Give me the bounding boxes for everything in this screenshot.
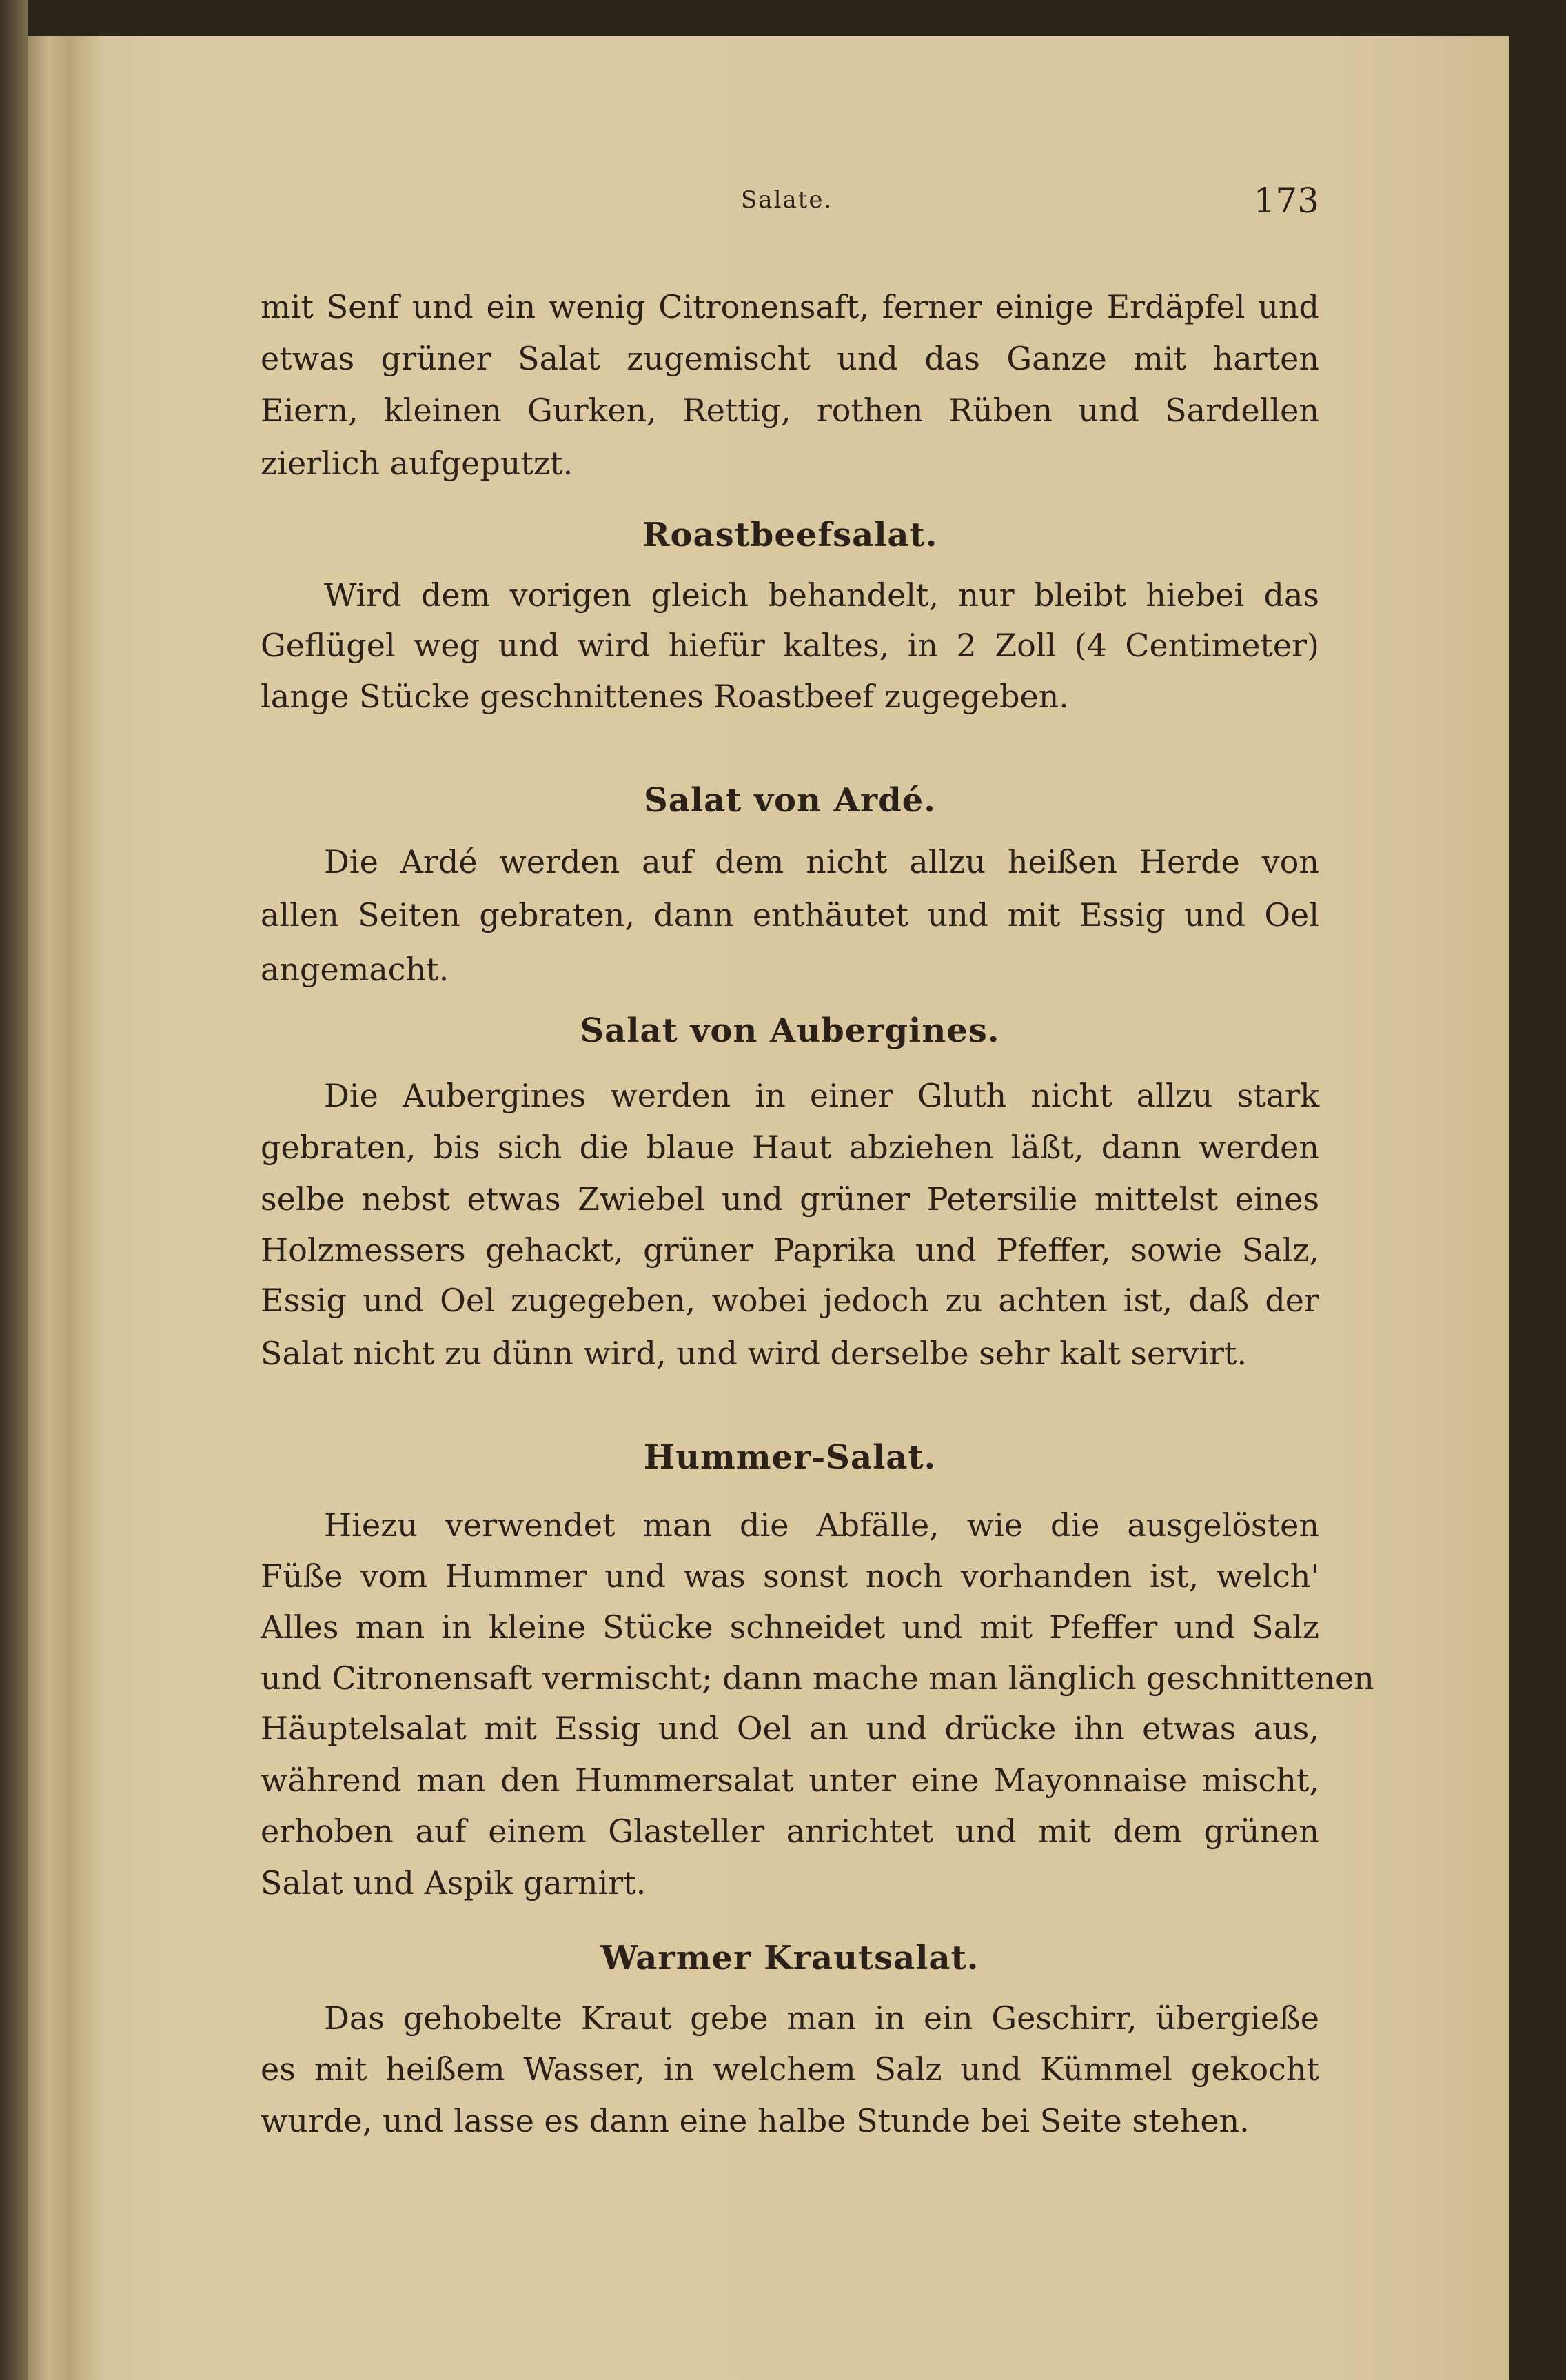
paragraph-line: Essig und Oel zugegeben, wobei jedoch zu achten ist, daß der bbox=[261, 1282, 1319, 1319]
section-heading: Roastbeefsalat. bbox=[642, 516, 938, 554]
section-heading: Salat von Ardé. bbox=[644, 781, 936, 820]
book-fold bbox=[0, 0, 28, 2380]
paragraph-line: mit Senf und ein wenig Citronensaft, ferner einige Erdäpfel und bbox=[261, 288, 1319, 325]
section-heading: Hummer-Salat. bbox=[643, 1438, 937, 1477]
paragraph-line: Eiern, kleinen Gurken, Rettig, rothen Rüben und Sardellen bbox=[261, 392, 1319, 429]
paragraph-line: Holzmessers gehackt, grüner Paprika und Pfeffer, sowie Salz, bbox=[261, 1231, 1319, 1269]
paragraph-line: Die Aubergines werden in einer Gluth nicht allzu stark bbox=[324, 1077, 1319, 1114]
paragraph-line: und Citronensaft vermischt; dann mache man länglich geschnittenen bbox=[261, 1660, 1374, 1697]
section-heading: Salat von Aubergines. bbox=[580, 1011, 1000, 1050]
section-heading: Warmer Krautsalat. bbox=[600, 1939, 979, 1977]
paragraph-line: Salat und Aspik garnirt. bbox=[261, 1864, 647, 1902]
paragraph-line: gebraten, bis sich die blaue Haut abziehen läßt, dann werden bbox=[261, 1129, 1319, 1166]
paragraph-line: selbe nebst etwas Zwiebel und grüner Petersilie mittelst eines bbox=[261, 1180, 1319, 1218]
paragraph-line: Häuptelsalat mit Essig und Oel an und drücke ihn etwas aus, bbox=[261, 1710, 1319, 1747]
paragraph-line: angemacht. bbox=[261, 951, 449, 988]
paragraph-line: Hiezu verwendet man die Abfälle, wie die ausgelösten bbox=[324, 1506, 1319, 1544]
paragraph-line: zierlich aufgeputzt. bbox=[261, 445, 573, 482]
paragraph-line: Füße vom Hummer und was sonst noch vorhanden ist, welch' bbox=[261, 1557, 1319, 1595]
paragraph-line: es mit heißem Wasser, in welchem Salz und Kümmel gekocht bbox=[261, 2050, 1319, 2088]
page-number: 173 bbox=[1253, 181, 1319, 221]
paragraph-line: Die Ardé werden auf dem nicht allzu heißen Herde von bbox=[324, 843, 1319, 880]
paragraph-line: Wird dem vorigen gleich behandelt, nur bleibt hiebei das bbox=[324, 576, 1319, 614]
running-title: Salate. bbox=[741, 186, 833, 214]
paragraph-line: allen Seiten gebraten, dann enthäutet und mit Essig und Oel bbox=[261, 896, 1319, 934]
paragraph-line: Salat nicht zu dünn wird, und wird derselbe sehr kalt servirt. bbox=[261, 1335, 1247, 1372]
paragraph-line: lange Stücke geschnittenes Roastbeef zugegeben. bbox=[261, 678, 1069, 715]
paragraph-line: wurde, und lasse es dann eine halbe Stunde bei Seite stehen. bbox=[261, 2102, 1250, 2139]
paragraph-line: etwas grüner Salat zugemischt und das Ganze mit harten bbox=[261, 340, 1319, 377]
paragraph-line: erhoben auf einem Glasteller anrichtet und mit dem grünen bbox=[261, 1813, 1319, 1850]
paragraph-line: Alles man in kleine Stücke schneidet und mit Pfeffer und Salz bbox=[261, 1608, 1319, 1646]
paragraph-line: Das gehobelte Kraut gebe man in ein Geschirr, übergieße bbox=[324, 1999, 1319, 2037]
paragraph-line: während man den Hummersalat unter eine Mayonnaise mischt, bbox=[261, 1762, 1319, 1799]
paragraph-line: Geflügel weg und wird hiefür kaltes, in 2 Zoll (4 Centimeter) bbox=[261, 627, 1319, 664]
